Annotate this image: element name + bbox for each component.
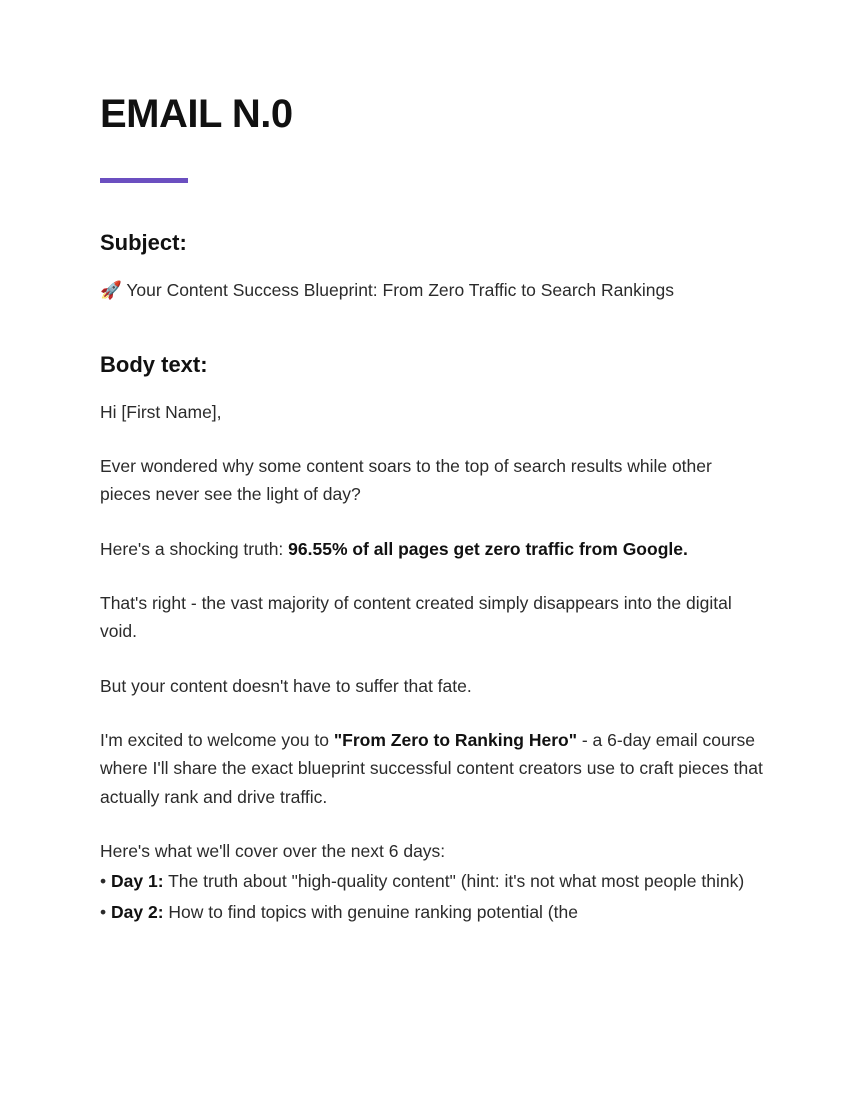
list-item-label: Day 1: [111,871,164,892]
accent-divider [100,178,188,183]
body-paragraph-2-emphasis: 96.55% of all pages get zero traffic from Google. [288,538,688,559]
subject-heading: Subject: [100,230,187,255]
bullet-icon: • [100,871,107,892]
body-heading: Body text: [100,351,208,377]
subject-line [100,276,767,305]
list-item-text: The truth about "high-quality content" (hint: it's not what most people think) [163,871,745,892]
list-item-text: How to find topics with genuine ranking potential (the [163,901,578,922]
body-paragraph-4: But your content doesn't have to suffer that fate. [100,675,472,696]
body-paragraph-1: Ever wondered why some content soars to the top of search results while other pieces never see the light of day? [100,455,712,505]
body-paragraph-5-prefix: I'm excited to welcome you to [100,729,334,750]
body-paragraph-6: Here's what we'll cover over the next 6 days: [100,840,446,861]
bullet-icon: • [100,901,107,922]
list-item [100,898,767,926]
list-item [100,867,767,895]
page-title: EMAIL N.0 [100,92,293,136]
subject-line-text: Your Content Success Blueprint: From Zero Traffic to Search Rankings [126,279,674,300]
rocket-icon: 🚀 [100,280,122,301]
body-paragraph-5-emphasis: "From Zero to Ranking Hero" [333,729,577,750]
body-paragraph-5 [100,726,767,811]
body-paragraph-2-prefix: Here's a shocking truth: [100,538,289,559]
list-item-label: Day 2: [111,901,164,922]
body-paragraph-2 [100,535,767,563]
body-paragraph-3: That's right - the vast majority of content created simply disappears into the digital void. [100,592,732,642]
body-greeting: Hi [First Name], [100,401,222,422]
body-paragraph-5-suffix: - a 6-day email course where I'll share the exact blueprint successful content creators use to craft pieces that actually rank and drive traffic. [100,729,763,807]
